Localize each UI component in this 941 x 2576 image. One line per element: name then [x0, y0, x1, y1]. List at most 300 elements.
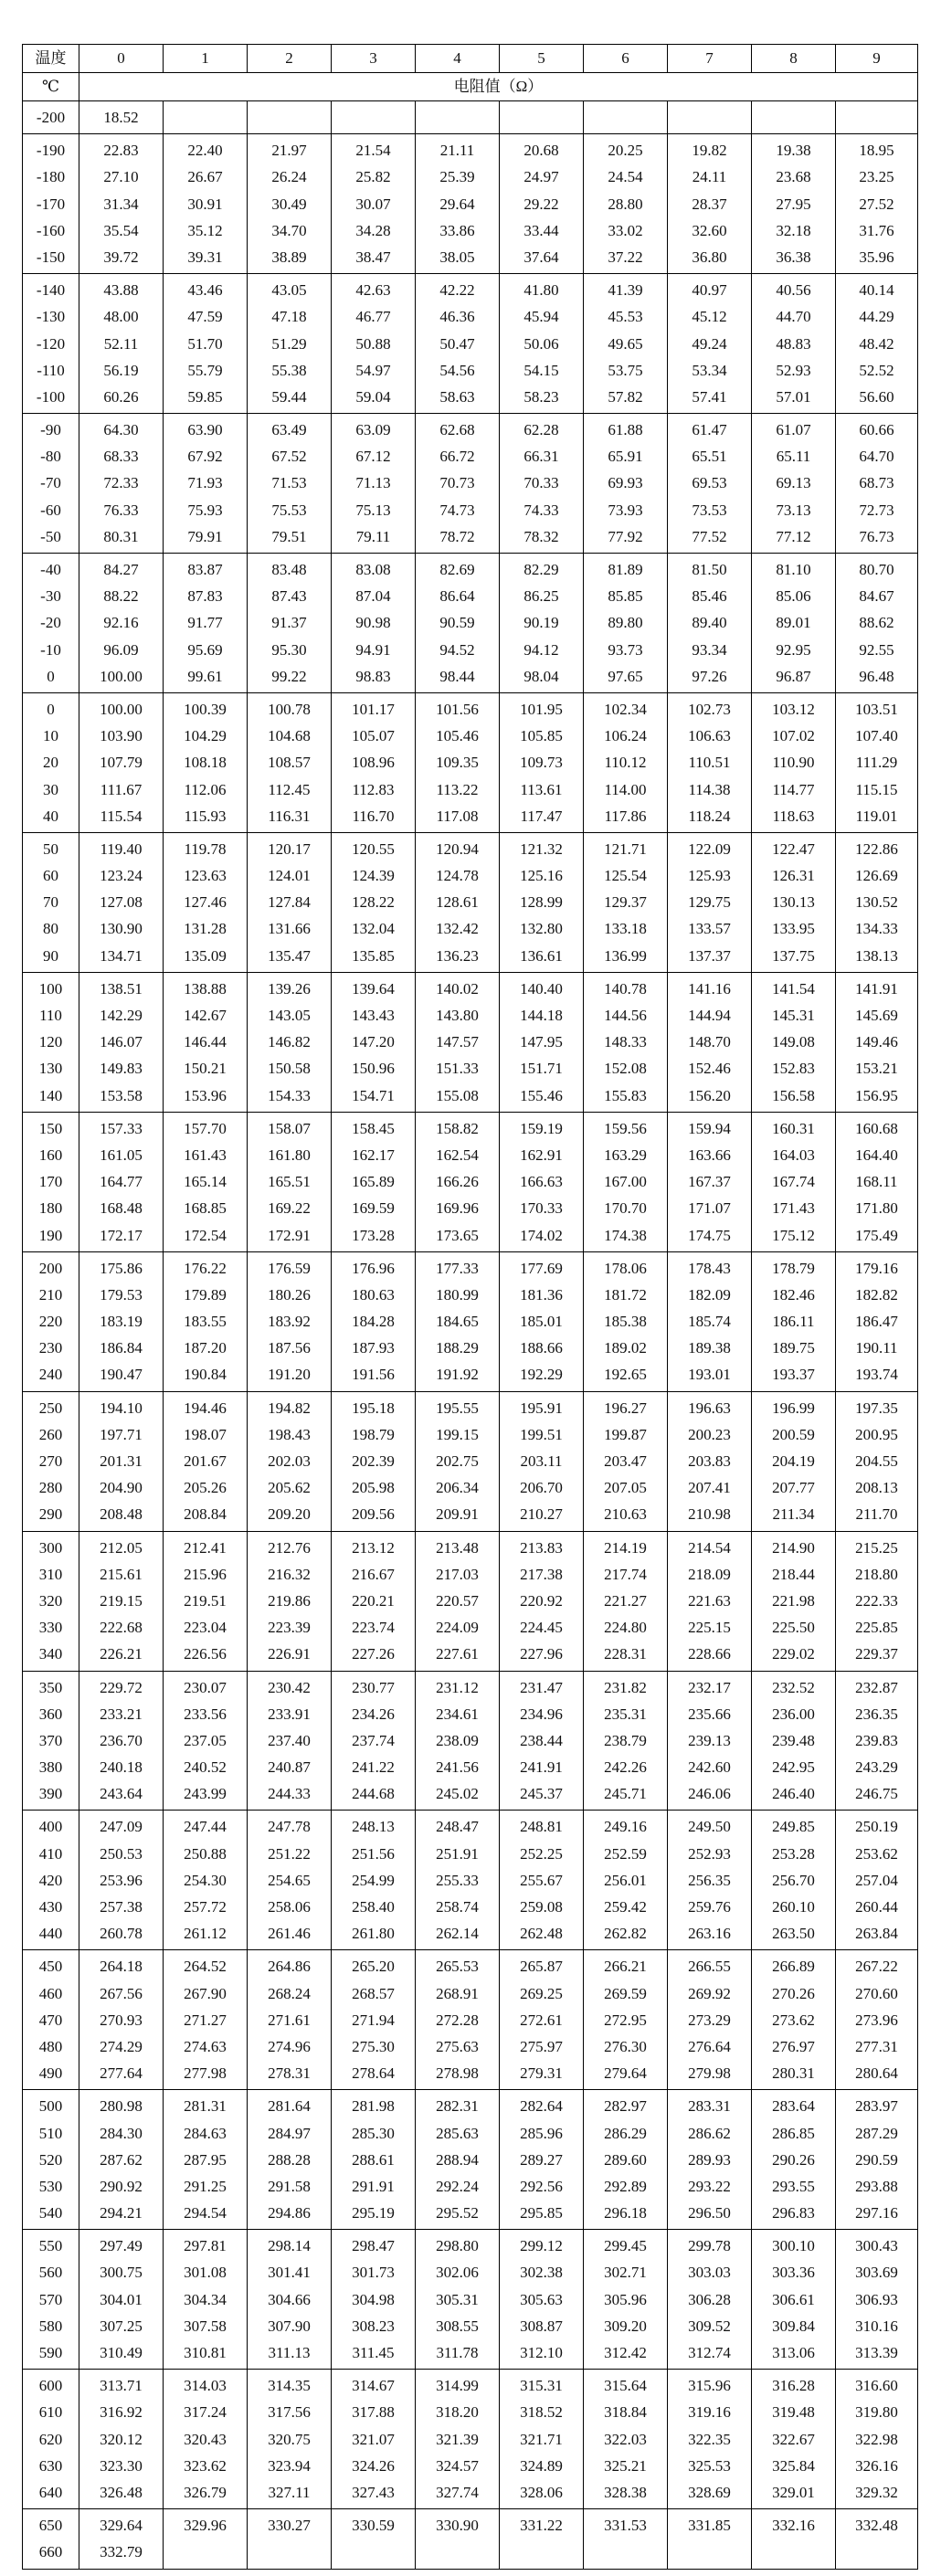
temperature-cell [23, 2090, 79, 2230]
resistance-value: 293.22 [688, 2177, 731, 2195]
resistance-value: 319.80 [855, 2403, 898, 2422]
resistance-value: 284.63 [184, 2124, 227, 2142]
resistance-cell [836, 692, 918, 832]
resistance-value: 59.85 [187, 387, 223, 406]
resistance-value: 120.55 [352, 839, 395, 858]
resistance-value: 267.90 [184, 1984, 227, 2002]
resistance-value: 260.78 [100, 1925, 143, 1943]
resistance-value: 257.72 [184, 1898, 227, 1916]
resistance-value: 128.99 [520, 893, 563, 912]
table-row [23, 832, 918, 972]
resistance-value: 203.47 [604, 1452, 647, 1470]
resistance-value: 277.98 [184, 2064, 227, 2083]
resistance-value: 319.48 [772, 2403, 815, 2422]
resistance-value: 284.30 [100, 2124, 143, 2142]
temperature-value: 450 [38, 1958, 63, 1976]
resistance-cell [416, 972, 500, 1112]
resistance-value: 257.38 [100, 1898, 143, 1916]
resistance-value: 30.49 [271, 195, 307, 213]
resistance-value: 45.12 [692, 308, 727, 326]
resistance-value: 134.33 [855, 920, 898, 938]
resistance-value: 298.14 [268, 2237, 311, 2255]
resistance-value: 167.74 [772, 1173, 815, 1191]
resistance-value: 143.80 [436, 1007, 479, 1024]
resistance-value: 290.59 [855, 2150, 898, 2169]
resistance-value: 68.73 [859, 474, 894, 492]
resistance-value: 180.63 [352, 1285, 395, 1304]
resistance-value: 139.26 [268, 979, 311, 998]
resistance-value: 138.13 [855, 946, 898, 965]
resistance-value: 187.56 [268, 1339, 311, 1357]
resistance-value: 19.38 [776, 142, 811, 160]
resistance-value: 215.96 [184, 1565, 227, 1583]
resistance-value: 100.00 [100, 667, 143, 685]
resistance-value: 127.08 [100, 893, 143, 912]
resistance-value: 31.34 [103, 195, 139, 213]
resistance-value: 160.31 [772, 1119, 815, 1137]
corner-label-celsius: ℃ [23, 73, 79, 101]
resistance-value: 144.56 [604, 1007, 647, 1024]
resistance-value: 133.18 [604, 920, 647, 938]
temperature-value: 490 [38, 2064, 63, 2083]
resistance-value: 162.17 [352, 1145, 395, 1164]
resistance-value: 137.37 [688, 946, 731, 965]
temperature-value: -20 [40, 614, 61, 632]
resistance-value: 239.13 [688, 1731, 731, 1749]
resistance-value: 163.29 [604, 1145, 647, 1164]
resistance-value: 98.04 [523, 667, 559, 685]
resistance-value: 182.82 [855, 1285, 898, 1304]
resistance-value: 332.16 [772, 2517, 815, 2535]
resistance-cell [79, 2370, 164, 2509]
resistance-value: 219.51 [184, 1591, 227, 1610]
resistance-value: 37.64 [523, 248, 559, 266]
resistance-value: 135.09 [184, 946, 227, 965]
resistance-value: 131.66 [268, 920, 311, 938]
resistance-cell [584, 134, 668, 274]
resistance-cell [79, 832, 164, 972]
resistance-value: 292.24 [436, 2177, 479, 2195]
column-header-4: 4 [416, 45, 500, 73]
resistance-value: 101.56 [436, 700, 479, 718]
resistance-value: 57.41 [692, 387, 727, 406]
resistance-value: 70.73 [439, 474, 475, 492]
table-row [23, 692, 918, 832]
resistance-cell [416, 554, 500, 693]
resistance-value: 119.78 [184, 839, 227, 858]
resistance-value: 222.68 [100, 1619, 143, 1637]
resistance-value: 313.06 [772, 2344, 815, 2361]
resistance-value: 230.42 [268, 1678, 311, 1696]
resistance-value: 272.95 [604, 2011, 647, 2029]
resistance-value: 316.92 [100, 2403, 143, 2422]
temperature-value: 220 [38, 1313, 63, 1331]
resistance-cell [248, 1950, 332, 2090]
resistance-value: 314.99 [436, 2377, 479, 2395]
resistance-value: 115.93 [184, 807, 227, 825]
resistance-value: 253.62 [855, 1844, 898, 1863]
resistance-value: 193.74 [855, 1366, 898, 1384]
resistance-value [584, 104, 667, 131]
resistance-value: 300.75 [100, 2264, 143, 2282]
resistance-value: 215.61 [100, 1565, 143, 1583]
resistance-value: 136.23 [436, 946, 479, 965]
temperature-value: 0 [47, 667, 55, 685]
resistance-value: 26.24 [271, 168, 307, 186]
column-header-0: 0 [79, 45, 164, 73]
resistance-value: 126.69 [855, 867, 898, 885]
resistance-value: 170.70 [604, 1199, 647, 1218]
resistance-value: 161.80 [268, 1145, 311, 1164]
resistance-value: 307.25 [100, 2317, 143, 2335]
resistance-cell [416, 101, 500, 134]
resistance-value: 110.90 [772, 754, 815, 772]
temperature-cell [23, 692, 79, 832]
resistance-cell [248, 101, 332, 134]
resistance-value: 183.55 [184, 1313, 227, 1331]
resistance-cell [79, 1251, 164, 1391]
resistance-value: 331.53 [604, 2517, 647, 2535]
resistance-cell [248, 692, 332, 832]
resistance-value: 54.56 [439, 361, 475, 379]
resistance-value: 303.69 [855, 2264, 898, 2282]
resistance-value: 41.80 [523, 281, 559, 300]
resistance-value: 210.98 [688, 1505, 731, 1524]
resistance-value: 63.49 [271, 421, 307, 439]
resistance-value: 112.45 [268, 780, 311, 798]
resistance-value: 136.61 [520, 946, 563, 965]
resistance-value: 103.51 [855, 700, 898, 718]
resistance-value: 24.54 [608, 168, 643, 186]
resistance-value: 280.98 [100, 2097, 143, 2116]
temperature-value: -150 [36, 248, 66, 266]
resistance-cell [836, 1811, 918, 1950]
resistance-value: 301.08 [184, 2264, 227, 2282]
resistance-value: 159.19 [520, 1119, 563, 1137]
resistance-value: 197.71 [100, 1425, 143, 1443]
resistance-cell [500, 554, 584, 693]
table-row [23, 2090, 918, 2230]
temperature-value: -80 [40, 448, 61, 466]
resistance-value: 168.11 [855, 1173, 898, 1191]
resistance-value: 237.05 [184, 1731, 227, 1749]
resistance-value: 318.20 [436, 2403, 479, 2422]
resistance-cell [248, 2230, 332, 2370]
resistance-value: 151.33 [436, 1060, 479, 1078]
resistance-value: 308.55 [436, 2317, 479, 2335]
resistance-value: 198.07 [184, 1425, 227, 1443]
resistance-cell [416, 1251, 500, 1391]
resistance-cell [668, 692, 752, 832]
resistance-value: 122.47 [772, 839, 815, 858]
resistance-value: 49.65 [608, 334, 643, 353]
resistance-value: 245.71 [604, 1785, 647, 1803]
resistance-value: 34.28 [355, 221, 391, 239]
temperature-value: 30 [43, 780, 58, 798]
resistance-value: 204.19 [772, 1452, 815, 1470]
resistance-value: 155.83 [604, 1086, 647, 1104]
resistance-value: 102.73 [688, 700, 731, 718]
resistance-value: 163.66 [688, 1145, 731, 1164]
resistance-value: 245.37 [520, 1785, 563, 1803]
resistance-value [836, 2539, 917, 2565]
resistance-value: 270.60 [855, 1984, 898, 2002]
resistance-value: 43.05 [271, 281, 307, 300]
resistance-value: 295.19 [352, 2204, 395, 2222]
resistance-value [668, 2539, 751, 2565]
resistance-value: 302.71 [604, 2264, 647, 2282]
resistance-value: 208.13 [855, 1479, 898, 1497]
resistance-value: 88.22 [103, 587, 139, 606]
table-row [23, 554, 918, 693]
resistance-value: 209.20 [268, 1505, 311, 1524]
resistance-value: 223.39 [268, 1619, 311, 1637]
resistance-value: 301.73 [352, 2264, 395, 2282]
table-row [23, 274, 918, 414]
resistance-value: 63.90 [187, 421, 223, 439]
resistance-value: 84.67 [859, 587, 894, 606]
resistance-value: 107.02 [772, 727, 815, 745]
resistance-value: 62.68 [439, 421, 475, 439]
resistance-value: 331.22 [520, 2517, 563, 2535]
resistance-cell [79, 2230, 164, 2370]
resistance-value: 259.42 [604, 1898, 647, 1916]
resistance-value: 240.87 [268, 1758, 311, 1777]
resistance-value: 151.71 [520, 1060, 563, 1078]
resistance-value: 128.22 [352, 893, 395, 912]
resistance-value: 78.32 [523, 527, 559, 545]
resistance-value: 54.15 [523, 361, 559, 379]
temperature-value: 440 [38, 1925, 63, 1943]
resistance-cell [836, 972, 918, 1112]
resistance-value: 40.56 [776, 281, 811, 300]
resistance-value: 320.75 [268, 2430, 311, 2448]
temperature-value: 10 [43, 727, 58, 745]
temperature-cell [23, 1671, 79, 1811]
resistance-value: 300.10 [772, 2237, 815, 2255]
resistance-value: 212.05 [100, 1538, 143, 1557]
resistance-value: 323.94 [268, 2456, 311, 2475]
unit-label: 电阻值（Ω） [79, 73, 918, 101]
temperature-value: 290 [38, 1505, 63, 1524]
resistance-value: 219.86 [268, 1591, 311, 1610]
resistance-value: 267.22 [855, 1958, 898, 1976]
resistance-value: 32.60 [692, 221, 727, 239]
resistance-value: 256.70 [772, 1871, 815, 1889]
resistance-cell [416, 1391, 500, 1531]
temperature-value: 510 [38, 2124, 63, 2142]
resistance-value: 290.92 [100, 2177, 143, 2195]
resistance-value: 277.64 [100, 2064, 143, 2083]
resistance-value: 91.37 [271, 614, 307, 632]
resistance-value: 179.89 [184, 1285, 227, 1304]
resistance-value: 328.38 [604, 2483, 647, 2501]
resistance-value: 313.71 [100, 2377, 143, 2395]
resistance-value: 315.31 [520, 2377, 563, 2395]
resistance-value: 225.15 [688, 1619, 731, 1637]
resistance-value: 51.70 [187, 334, 223, 353]
resistance-value: 56.19 [103, 361, 139, 379]
resistance-value: 71.53 [271, 474, 307, 492]
resistance-value: 310.49 [100, 2344, 143, 2361]
resistance-value: 47.18 [271, 308, 307, 326]
resistance-cell [752, 832, 836, 972]
resistance-value: 112.83 [352, 780, 395, 798]
resistance-value: 265.87 [520, 1958, 563, 1976]
resistance-value: 296.50 [688, 2204, 731, 2222]
resistance-value: 21.11 [439, 142, 475, 160]
resistance-cell [248, 832, 332, 972]
resistance-value: 259.76 [688, 1898, 731, 1916]
resistance-value: 81.50 [692, 561, 727, 578]
resistance-cell [752, 414, 836, 554]
table-row [23, 1391, 918, 1531]
resistance-value: 130.52 [855, 893, 898, 912]
resistance-value: 27.10 [103, 168, 139, 186]
resistance-cell [248, 134, 332, 274]
resistance-cell [332, 1251, 416, 1391]
resistance-value: 187.20 [184, 1339, 227, 1357]
resistance-value: 258.40 [352, 1898, 395, 1916]
resistance-value: 221.27 [604, 1591, 647, 1610]
resistance-value: 76.73 [859, 527, 894, 545]
resistance-value: 141.54 [772, 979, 815, 998]
resistance-value: 167.37 [688, 1173, 731, 1191]
temperature-cell [23, 972, 79, 1112]
resistance-value: 158.07 [268, 1119, 311, 1137]
resistance-value: 53.34 [692, 361, 727, 379]
resistance-value: 279.98 [688, 2064, 731, 2083]
resistance-value: 295.52 [436, 2204, 479, 2222]
temperature-value: -100 [36, 387, 66, 406]
resistance-value: 327.43 [352, 2483, 395, 2501]
temperature-cell [23, 1531, 79, 1671]
temperature-cell [23, 1251, 79, 1391]
resistance-value: 133.57 [688, 920, 731, 938]
resistance-value: 309.20 [604, 2317, 647, 2335]
resistance-value: 47.59 [187, 308, 223, 326]
resistance-value: 132.04 [352, 920, 395, 938]
resistance-value: 111.67 [100, 780, 143, 798]
resistance-value: 225.85 [855, 1619, 898, 1637]
temperature-value: 330 [38, 1619, 63, 1637]
resistance-value: 44.29 [859, 308, 894, 326]
resistance-value: 254.65 [268, 1871, 311, 1889]
resistance-value: 65.51 [692, 448, 727, 466]
resistance-value: 187.93 [352, 1339, 395, 1357]
resistance-value: 319.16 [688, 2403, 731, 2422]
resistance-cell [248, 274, 332, 414]
resistance-cell [752, 1671, 836, 1811]
resistance-value: 229.02 [772, 1645, 815, 1663]
resistance-value: 190.47 [100, 1366, 143, 1384]
resistance-value: 211.70 [855, 1505, 898, 1524]
resistance-value: 112.06 [184, 780, 227, 798]
resistance-value: 148.33 [604, 1033, 647, 1051]
resistance-value: 279.64 [604, 2064, 647, 2083]
resistance-value: 329.01 [772, 2483, 815, 2501]
resistance-cell [248, 1671, 332, 1811]
resistance-cell [584, 1811, 668, 1950]
resistance-value: 85.46 [692, 587, 727, 606]
resistance-value: 306.28 [688, 2290, 731, 2308]
temperature-value: 370 [38, 1731, 63, 1749]
resistance-cell [500, 972, 584, 1112]
resistance-value: 119.40 [100, 839, 143, 858]
resistance-value: 317.56 [268, 2403, 311, 2422]
resistance-value: 82.69 [439, 561, 475, 578]
resistance-value: 196.27 [604, 1399, 647, 1417]
resistance-value: 152.46 [688, 1060, 731, 1078]
resistance-value: 175.86 [100, 1259, 143, 1277]
resistance-cell [332, 274, 416, 414]
temperature-value: 380 [38, 1758, 63, 1777]
temperature-value: -110 [37, 361, 65, 379]
resistance-value: 247.78 [268, 1818, 311, 1836]
resistance-cell [332, 101, 416, 134]
resistance-value: 162.54 [436, 1145, 479, 1164]
resistance-cell [836, 832, 918, 972]
temperature-value: 20 [43, 754, 58, 772]
table-row [23, 1112, 918, 1251]
resistance-value: 226.56 [184, 1645, 227, 1663]
resistance-value: 124.78 [436, 867, 479, 885]
resistance-value: 25.39 [439, 168, 475, 186]
temperature-value: 620 [38, 2430, 63, 2448]
resistance-value: 141.16 [688, 979, 731, 998]
column-header-7: 7 [668, 45, 752, 73]
resistance-value: 52.52 [859, 361, 894, 379]
temperature-value: 280 [38, 1479, 63, 1497]
resistance-value: 301.41 [268, 2264, 311, 2282]
resistance-cell [164, 1112, 248, 1251]
resistance-value: 240.52 [184, 1758, 227, 1777]
temperature-value: -130 [36, 308, 66, 326]
resistance-value: 96.87 [776, 667, 811, 685]
resistance-value: 28.37 [692, 195, 727, 213]
resistance-value: 180.26 [268, 1285, 311, 1304]
temperature-cell [23, 101, 79, 134]
resistance-value: 140.40 [520, 979, 563, 998]
resistance-value: 177.69 [520, 1259, 563, 1277]
resistance-cell [836, 2230, 918, 2370]
resistance-value: 120.17 [268, 839, 311, 858]
resistance-value: 80.70 [859, 561, 894, 578]
resistance-cell [668, 832, 752, 972]
resistance-value: 263.84 [855, 1925, 898, 1943]
resistance-value: 164.40 [855, 1145, 898, 1164]
resistance-value: 238.44 [520, 1731, 563, 1749]
resistance-value: 129.75 [688, 893, 731, 912]
resistance-value: 150.58 [268, 1060, 311, 1078]
temperature-value: 0 [47, 700, 55, 718]
resistance-value: 293.55 [772, 2177, 815, 2195]
resistance-value: 323.62 [184, 2456, 227, 2475]
resistance-value: 186.84 [100, 1339, 143, 1357]
resistance-value: 311.45 [352, 2344, 395, 2361]
resistance-value: 322.35 [688, 2430, 731, 2448]
table-row [23, 972, 918, 1112]
resistance-value: 56.60 [859, 387, 894, 406]
resistance-value: 75.93 [187, 501, 223, 519]
resistance-value: 262.14 [436, 1925, 479, 1943]
resistance-value: 135.85 [352, 946, 395, 965]
resistance-value: 250.19 [855, 1818, 898, 1836]
temperature-value: -30 [40, 587, 61, 606]
resistance-value: 27.52 [859, 195, 894, 213]
resistance-cell [416, 2509, 500, 2569]
resistance-value: 52.93 [776, 361, 811, 379]
